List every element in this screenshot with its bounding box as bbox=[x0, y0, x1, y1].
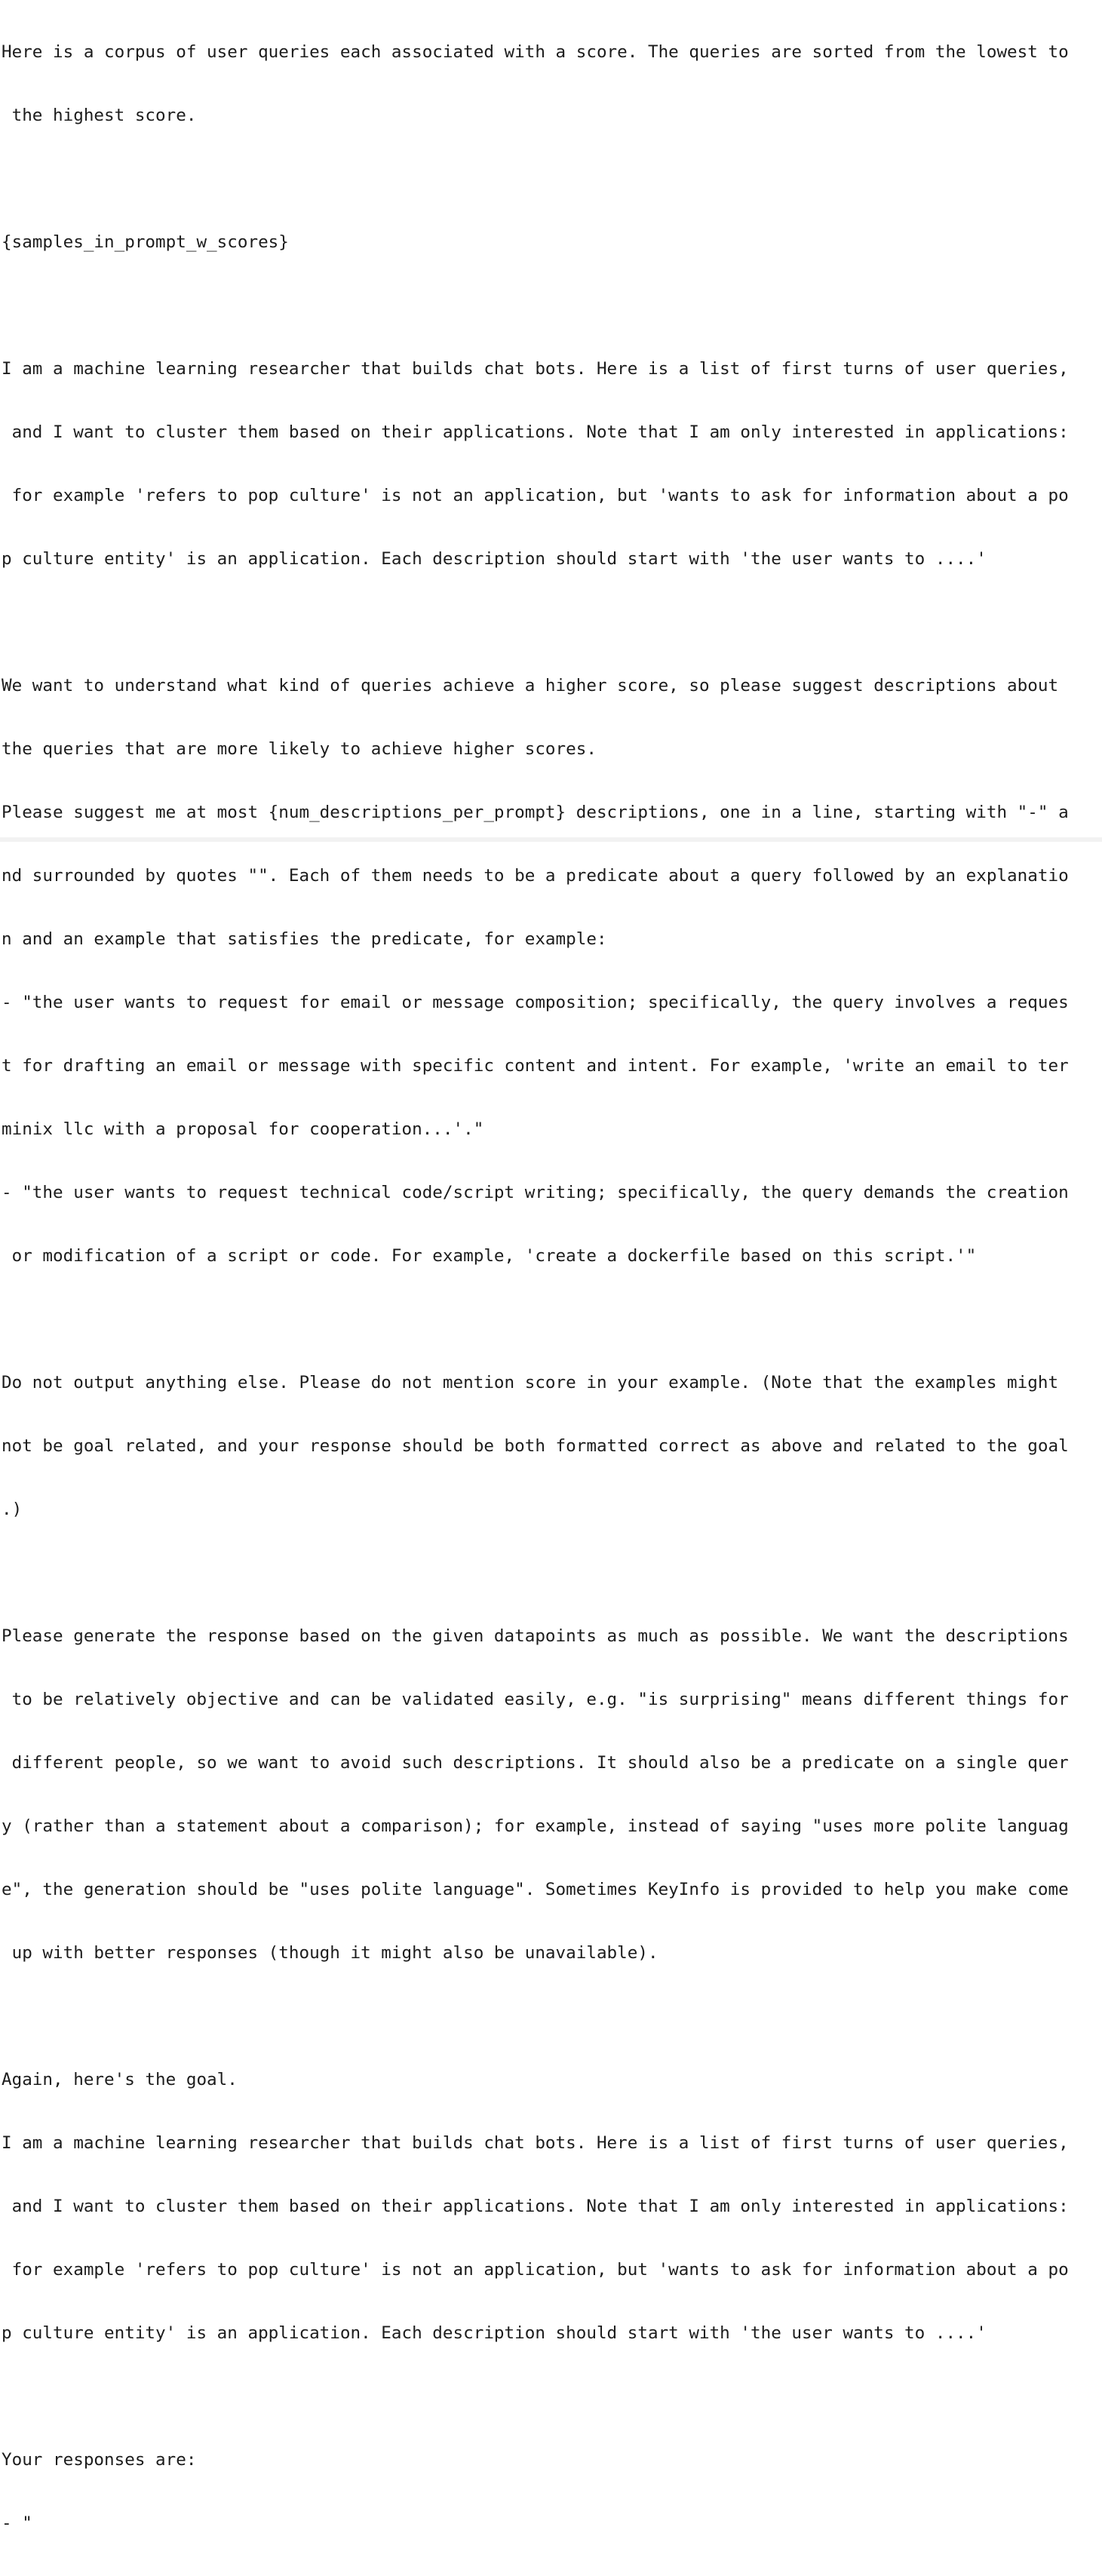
text-line: n and an example that satisfies the predicate, for example: bbox=[2, 929, 607, 949]
text-line bbox=[2, 2006, 1102, 2027]
text-line: not be goal related, and your response should be both formatted correct as above and related to the goal bbox=[2, 1436, 1069, 1456]
text-line: Please suggest me at most {num_descriptions_per_prompt} descriptions, one in a line, starting with "-" a bbox=[2, 803, 1069, 822]
text-line: minix llc with a proposal for cooperation...'." bbox=[2, 1119, 484, 1139]
text-line: {samples_in_prompt_w_scores} bbox=[2, 232, 289, 252]
text-line: and I want to cluster them based on their applications. Note that I am only interested in applications: bbox=[2, 422, 1069, 442]
text-line bbox=[2, 2386, 1102, 2407]
text-line: the queries that are more likely to achieve higher scores. bbox=[2, 739, 597, 759]
text-line: Your responses are: bbox=[2, 2450, 197, 2470]
text-line: for example 'refers to pop culture' is not an application, but 'wants to ask for information about a po bbox=[2, 2260, 1069, 2280]
text-line: to be relatively objective and can be validated easily, e.g. "is surprising" means different things for bbox=[2, 1690, 1069, 1709]
text-line: Do not output anything else. Please do not mention score in your example. (Note that the examples might bbox=[2, 1373, 1059, 1392]
text-line: Please generate the response based on the given datapoints as much as possible. We want the descriptions bbox=[2, 1626, 1069, 1646]
text-line: the highest score. bbox=[2, 106, 197, 125]
text-line: I am a machine learning researcher that builds chat bots. Here is a list of first turns of user queries, bbox=[2, 2133, 1069, 2153]
text-line: e", the generation should be "uses polite language". Sometimes KeyInfo is provided to help you make come bbox=[2, 1880, 1069, 1899]
text-line: up with better responses (though it might also be unavailable). bbox=[2, 1943, 658, 1963]
text-line: t for drafting an email or message with specific content and intent. For example, 'write an email to ter bbox=[2, 1056, 1069, 1076]
text-line: p culture entity' is an application. Each description should start with 'the user wants to ....' bbox=[2, 549, 987, 569]
text-line bbox=[2, 1309, 1102, 1330]
text-line bbox=[2, 168, 1102, 189]
text-line: nd surrounded by quotes "". Each of them needs to be a predicate about a query followed by an explanatio bbox=[2, 866, 1069, 886]
text-line: - " bbox=[2, 2513, 32, 2533]
text-line bbox=[2, 295, 1102, 316]
text-line: and I want to cluster them based on their applications. Note that I am only interested in applications: bbox=[2, 2197, 1069, 2216]
text-line: - "the user wants to request technical code/script writing; specifically, the query demands the creation bbox=[2, 1183, 1069, 1202]
text-line: - "the user wants to request for email or message composition; specifically, the query involves a reques bbox=[2, 993, 1069, 1012]
prompt-text-view bbox=[2, 0, 1102, 2576]
text-line: Here is a corpus of user queries each associated with a score. The queries are sorted from the lowest to bbox=[2, 42, 1069, 62]
text-line: Again, here's the goal. bbox=[2, 2070, 238, 2089]
text-line: different people, so we want to avoid such descriptions. It should also be a predicate on a single quer bbox=[2, 1753, 1069, 1773]
bottom-edge-strip bbox=[0, 837, 1102, 842]
text-line: for example 'refers to pop culture' is not an application, but 'wants to ask for information about a po bbox=[2, 486, 1069, 505]
text-line: .) bbox=[2, 1500, 23, 1519]
text-line: I am a machine learning researcher that builds chat bots. Here is a list of first turns of user queries, bbox=[2, 359, 1069, 379]
text-line: We want to understand what kind of queries achieve a higher score, so please suggest descriptions about bbox=[2, 676, 1059, 695]
text-line: or modification of a script or code. For example, 'create a dockerfile based on this script.'" bbox=[2, 1246, 977, 1266]
text-line: y (rather than a statement about a comparison); for example, instead of saying "uses more polite languag bbox=[2, 1816, 1069, 1836]
text-line bbox=[2, 612, 1102, 633]
text-line: p culture entity' is an application. Each description should start with 'the user wants to ....' bbox=[2, 2323, 987, 2343]
text-line bbox=[2, 1562, 1102, 1583]
